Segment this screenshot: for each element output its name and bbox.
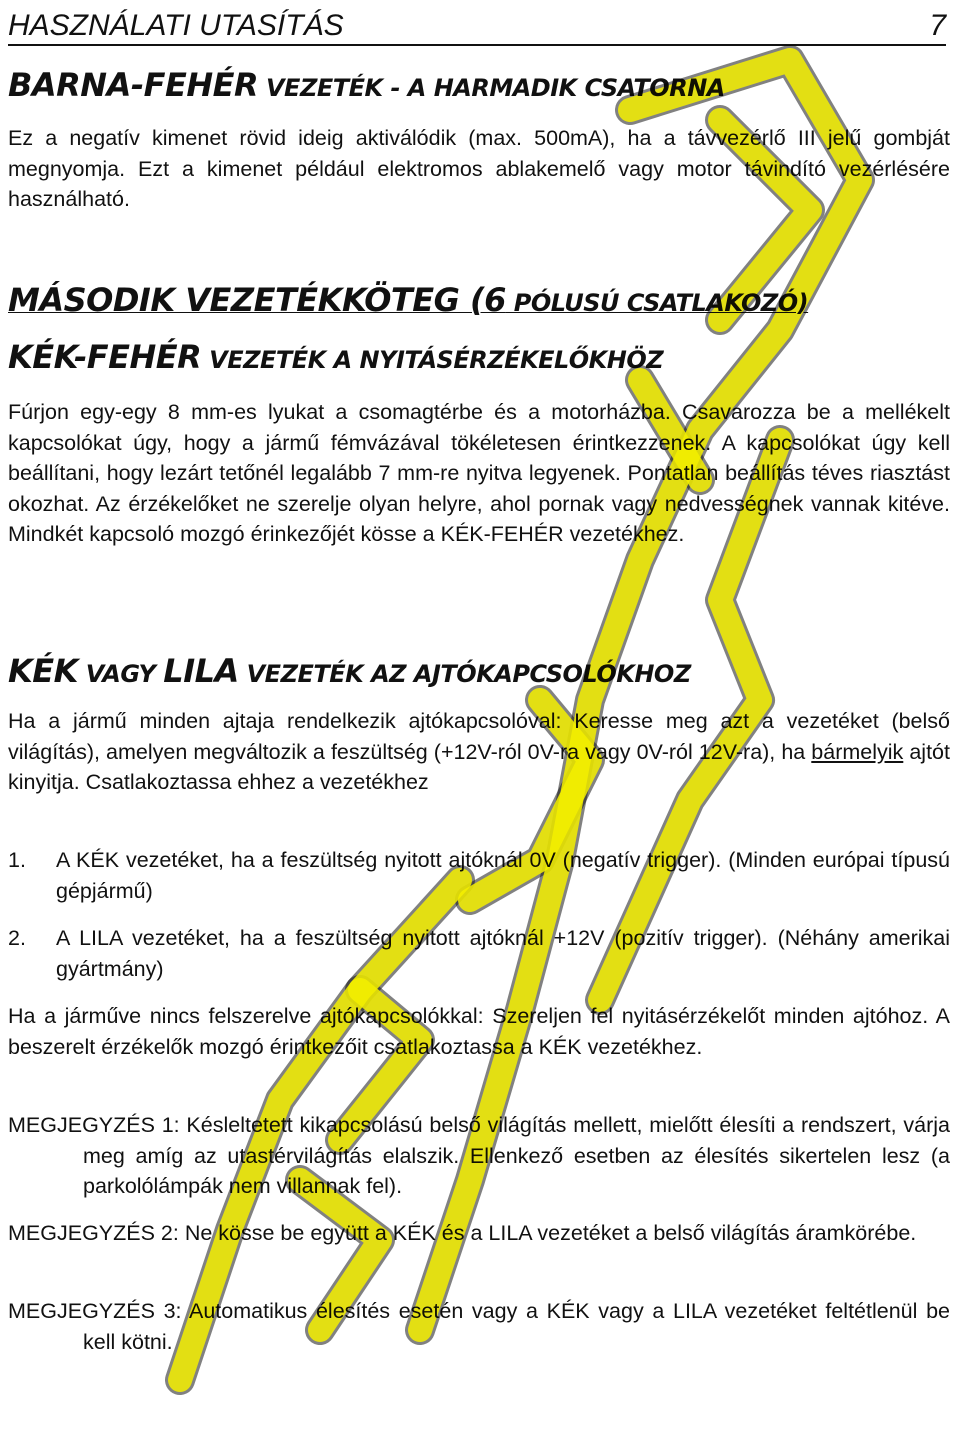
note-2: [8, 1218, 950, 1249]
note-text: Késleltetett kikapcsolású belső világítás mellett, mielőtt élesíti a rendszert, várja meg amíg az utastérvilágítás elalszik. Ellenkező esetben az élesítés sikertelen lesz (a parkolólámpák nem villannak fel).: [83, 1113, 950, 1198]
heading-part: MÁSODIK VEZETÉKKÖTEG (6: [8, 281, 506, 319]
list-text: A KÉK vezetéket, ha a feszültség nyitott ajtóknál 0V (negatív trigger). (Minden európai típusú gépjármű): [56, 848, 950, 903]
paragraph-end: ajtót kinyitja. Csatlakoztassa ehhez a vezetékhez: [8, 739, 950, 794]
heading-part: PÓLUSÚ CSATLAKOZÓ): [505, 289, 809, 317]
note-text: Ne kösse be együtt a KÉK és a LILA vezetéket a belső világítás áramkörébe.: [178, 1221, 917, 1245]
note-3: [8, 1296, 950, 1357]
list-item: [8, 845, 950, 906]
paragraph-lead: Ha a járműve nincs felszerelve ajtókapcsolókkal:: [8, 1004, 484, 1028]
section-heading-blue-white: [8, 338, 663, 376]
heading-part: KÉK: [8, 652, 78, 690]
heading-part: LILA: [163, 652, 239, 690]
paragraph-blue-white: Fúrjon egy-egy 8 mm-es lyukat a csomagtérbe és a motorházba. Csavarozza be a mellékelt kapcsolókat úgy, hogy a jármű fémvázával tökéletesen érintkezzenek. A kapcsolókat úgy kell beállítani, hogy lezárt tetőnél legalább 7 mm-re nyitva legyenek. Pontatlan beállítás téves riasztást okozhat. Az érzékelőket ne szerelje olyan helyre, ahol pornak vagy nedvességnek vannak kitéve. Mindkét kapcsoló mozgó érinkezőjét kösse a KÉK-FEHÉR vezetékhez.: [8, 400, 950, 546]
header-title: HASZNÁLATI UTASÍTÁS: [8, 9, 344, 42]
underlined-word: bármelyik: [811, 739, 904, 764]
heading-part: KÉK-FEHÉR: [8, 338, 202, 376]
heading-part: BARNA-FEHÉR: [8, 66, 259, 104]
note-label: MEGJEGYZÉS 2:: [8, 1221, 179, 1245]
paragraph-body: Keresse meg azt a vezetéket (belső világítás), amelyen megváltozik a feszültség (+12V-ról 0V-ra vagy 0V-ról 12V-ra), ha: [8, 709, 951, 764]
note-text: Automatikus élesítés esetén vagy a KÉK vagy a LILA vezetéket feltétlenül be kell kötni.: [83, 1299, 950, 1354]
page-header: [8, 4, 946, 46]
paragraph-brown-white: Ez a negatív kimenet rövid ideig aktiválódik (max. 500mA), ha a távvezérlő III jelű gombját megnyomja. Ezt a kimenet például elektromos ablakemelő vagy motor távindító vezérlésére használható.: [8, 126, 950, 211]
note-label: MEGJEGYZÉS 3:: [8, 1299, 182, 1323]
list-item: [8, 923, 950, 984]
section-heading-door-switch: [8, 652, 691, 690]
paragraph-door-switches: [8, 706, 950, 798]
note-1: [8, 1110, 950, 1202]
section-heading-second-harness: [8, 281, 808, 319]
heading-part: VEZETÉK - A HARMADIK CSATORNA: [258, 74, 725, 102]
list-number: 2.: [8, 926, 26, 950]
list-text: A LILA vezetéket, ha a feszültség nyitott ajtóknál +12V (pozitív trigger). (Néhány amerikai gyártmány): [56, 926, 950, 981]
heading-part: VEZETÉK AZ AJTÓKAPCSOLÓKHOZ: [238, 660, 691, 688]
section-heading-brown-white: [8, 66, 725, 104]
paragraph-lead: Ha a jármű minden ajtaja rendelkezik ajtókapcsolóval:: [8, 709, 562, 733]
paragraph-body: Szereljen fel nyitásérzékelőt minden ajtóhoz. A beszerelt érzékelők mozgó érintkezőit csatlakoztassa a KÉK vezetékhez.: [8, 1004, 950, 1059]
list-number: 1.: [8, 848, 26, 872]
heading-part: VAGY: [77, 660, 164, 688]
paragraph-no-door-switches: [8, 1001, 950, 1062]
page-number: 7: [929, 9, 946, 42]
note-label: MEGJEGYZÉS 1:: [8, 1113, 180, 1137]
heading-part: VEZETÉK A NYITÁSÉRZÉKELŐKHÖZ: [201, 346, 664, 374]
